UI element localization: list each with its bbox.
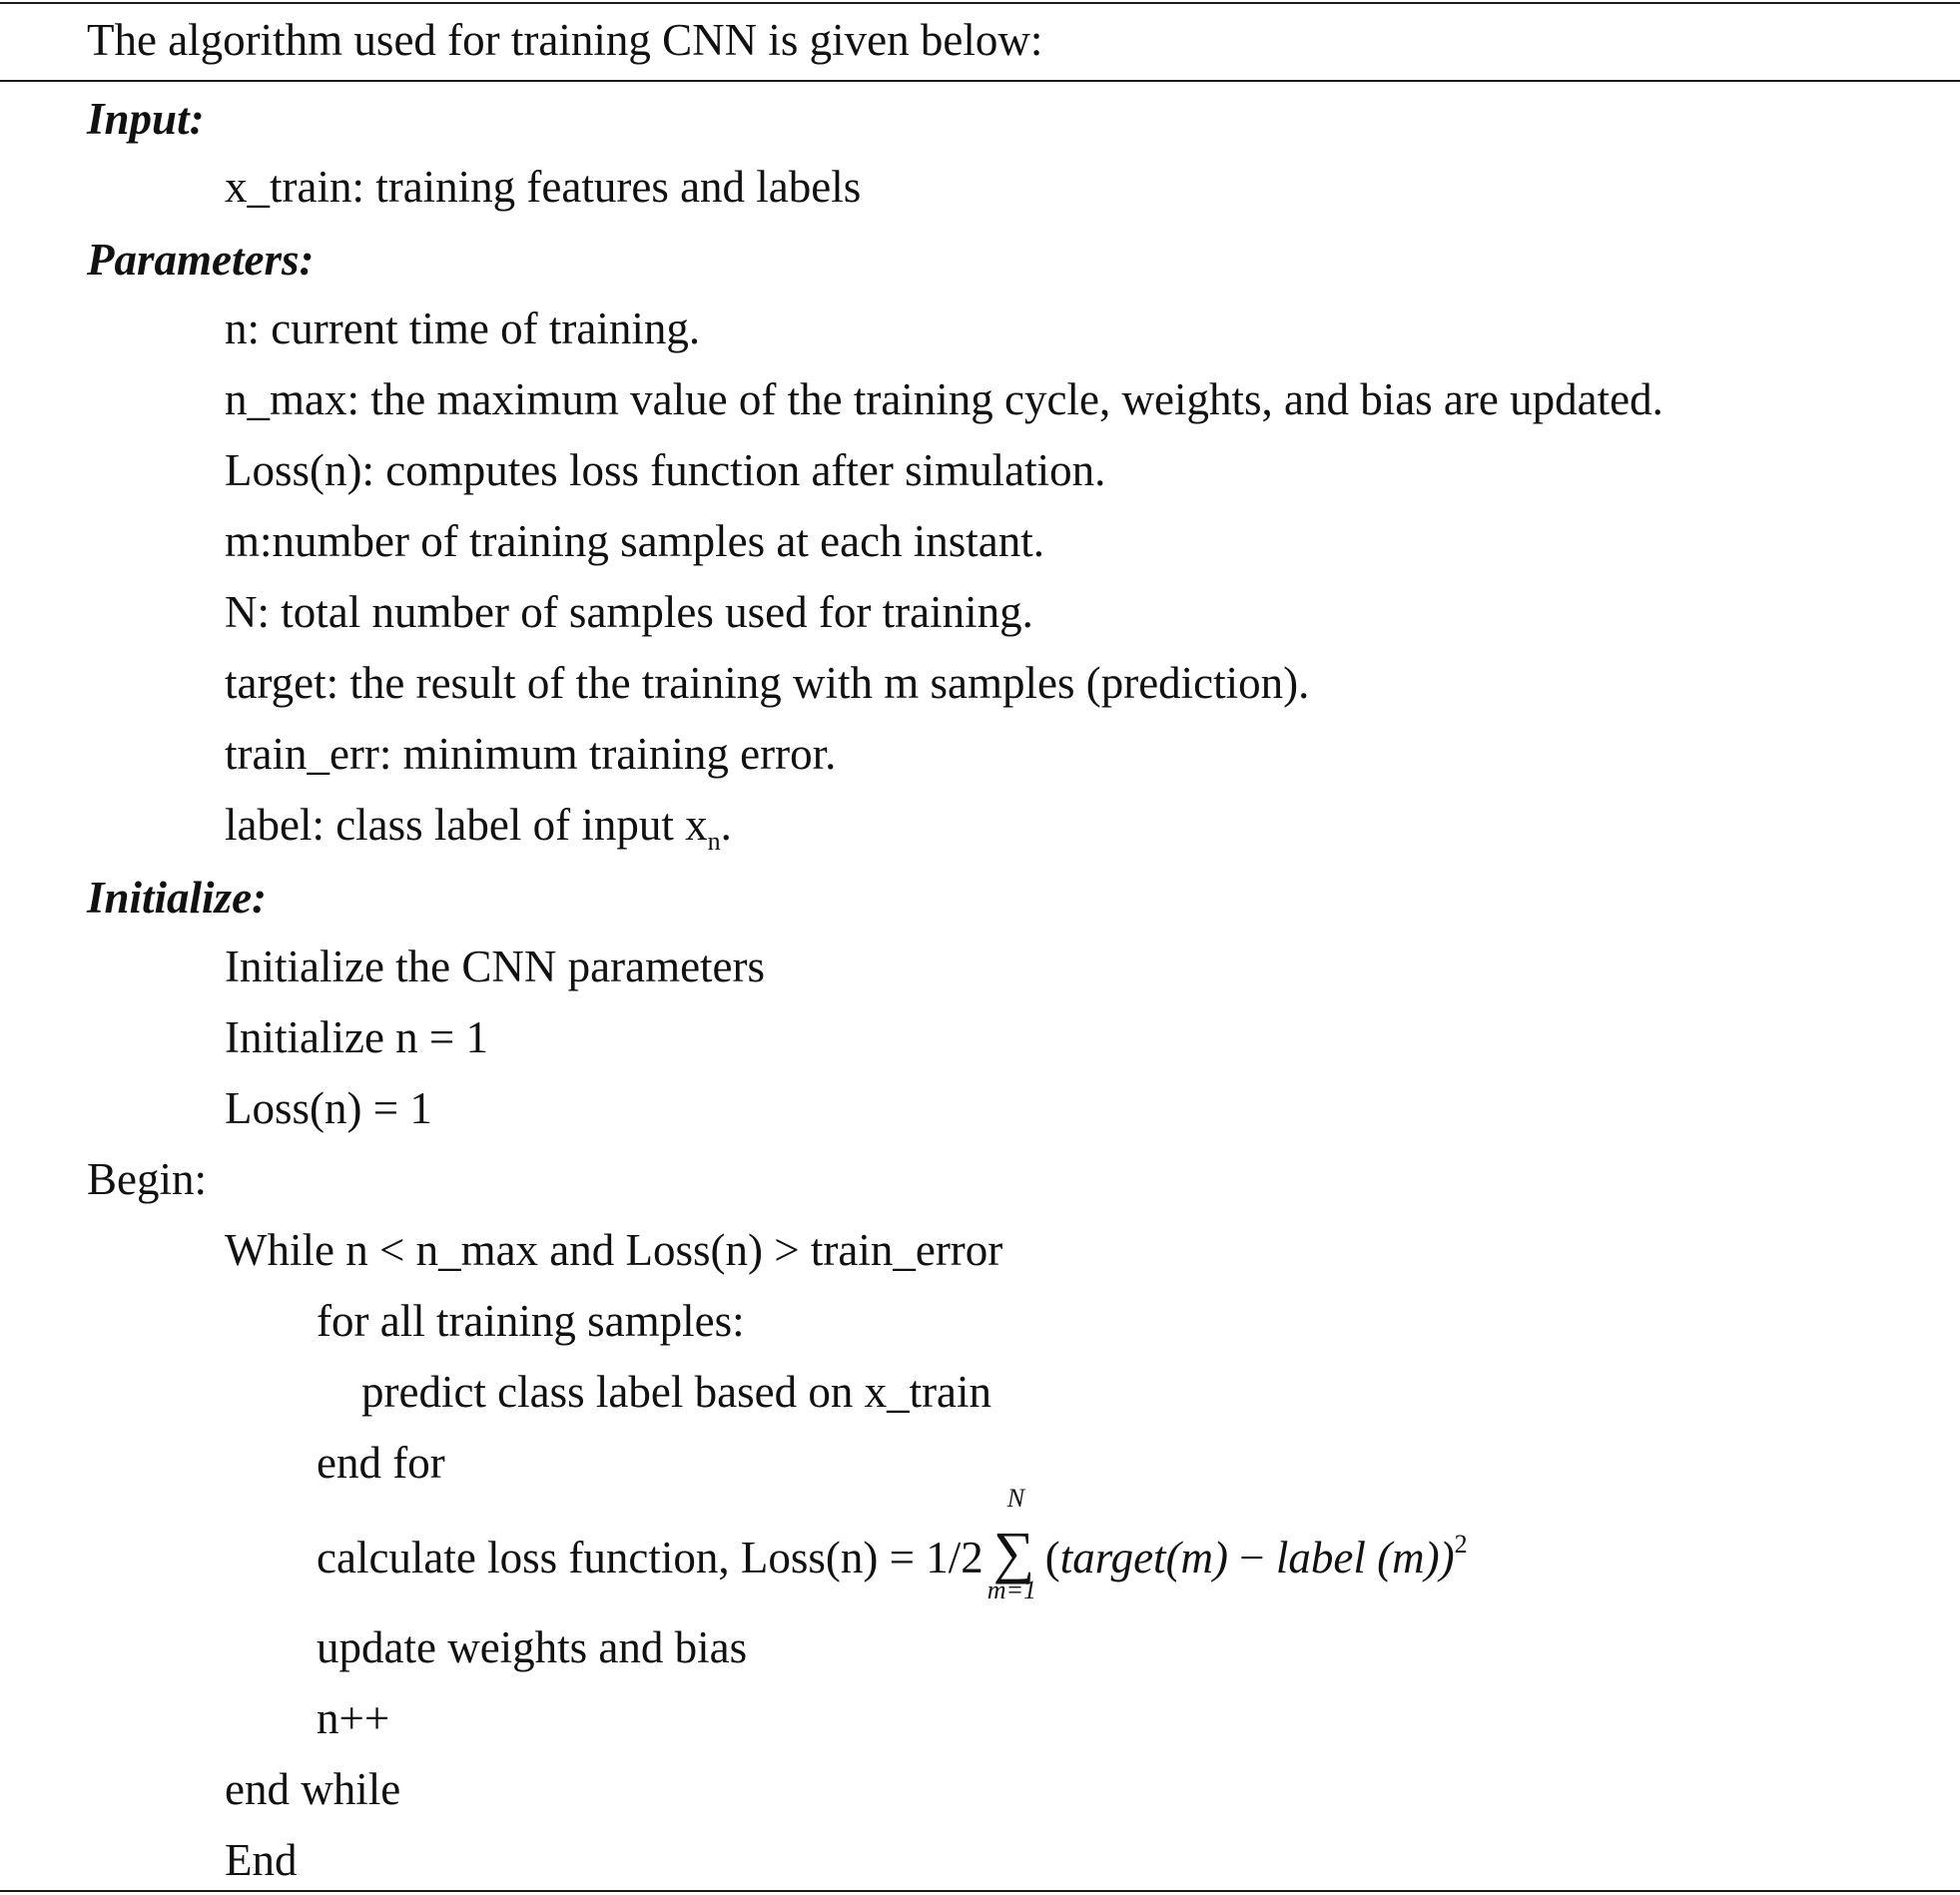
formula-exponent: 2 (1454, 1530, 1468, 1559)
initialize-item: Loss(n) = 1 (225, 1083, 432, 1133)
for-line: for all training samples: (317, 1296, 745, 1346)
summation-lower-limit: m=1 (986, 1576, 1037, 1604)
table-bottom-rule (0, 1890, 1960, 1892)
formula-target-term: target (1059, 1533, 1166, 1582)
summation (986, 1484, 1041, 1604)
initialize-item: Initialize the CNN parameters (225, 942, 766, 991)
initialize-item: Initialize n = 1 (225, 1012, 489, 1062)
parameter-item: Loss(n): computes loss function after simulation. (225, 445, 1106, 495)
summation-symbol: ∑ (992, 1520, 1035, 1584)
input-heading: Input: (87, 94, 205, 144)
parameter-item: m:number of training samples at each instant. (225, 516, 1045, 566)
parameter-item: N: total number of samples used for training. (225, 587, 1033, 637)
formula-minus: − (1228, 1533, 1276, 1582)
formula-target-arg: (m) (1165, 1533, 1229, 1582)
label-line-suffix: . (720, 800, 732, 850)
end-for-line: end for (317, 1438, 445, 1488)
label-line-prefix: label: class label of input x (225, 800, 708, 850)
table-top-rule (0, 2, 1960, 4)
update-line: update weights and bias (317, 1622, 748, 1672)
summation-upper-limit: N (1006, 1484, 1025, 1513)
parameter-item: train_err: minimum training error. (225, 729, 837, 779)
formula-open-paren: ( (1044, 1533, 1060, 1582)
formula-label-arg: (m)) (1365, 1533, 1455, 1582)
increment-line: n++ (317, 1693, 390, 1743)
loss-formula-prefix: calculate loss function, Loss(n) = 1/2 (317, 1533, 983, 1582)
parameter-item: n_max: the maximum value of the training cycle, weights, and bias are updated. (225, 374, 1663, 424)
while-line: While n < n_max and Loss(n) > train_error (225, 1225, 1003, 1275)
predict-line: predict class label based on x_train (361, 1367, 992, 1417)
parameter-item: target: the result of the training with m samples (prediction). (225, 658, 1310, 708)
end-line: End (225, 1835, 298, 1885)
caption-separator-rule (0, 80, 1960, 82)
input-item: x_train: training features and labels (225, 162, 862, 212)
begin-heading: Begin: (87, 1154, 207, 1204)
parameter-item-label (225, 800, 732, 856)
label-line-subscript: n (707, 827, 721, 856)
algorithm-caption: The algorithm used for training CNN is given below: (87, 15, 1043, 65)
parameter-item: n: current time of training. (225, 304, 701, 353)
formula-label-term: label (1275, 1533, 1366, 1582)
loss-formula-line (317, 1484, 1468, 1604)
end-while-line: end while (225, 1764, 401, 1814)
parameters-heading: Parameters: (87, 235, 315, 285)
initialize-heading: Initialize: (87, 873, 268, 923)
